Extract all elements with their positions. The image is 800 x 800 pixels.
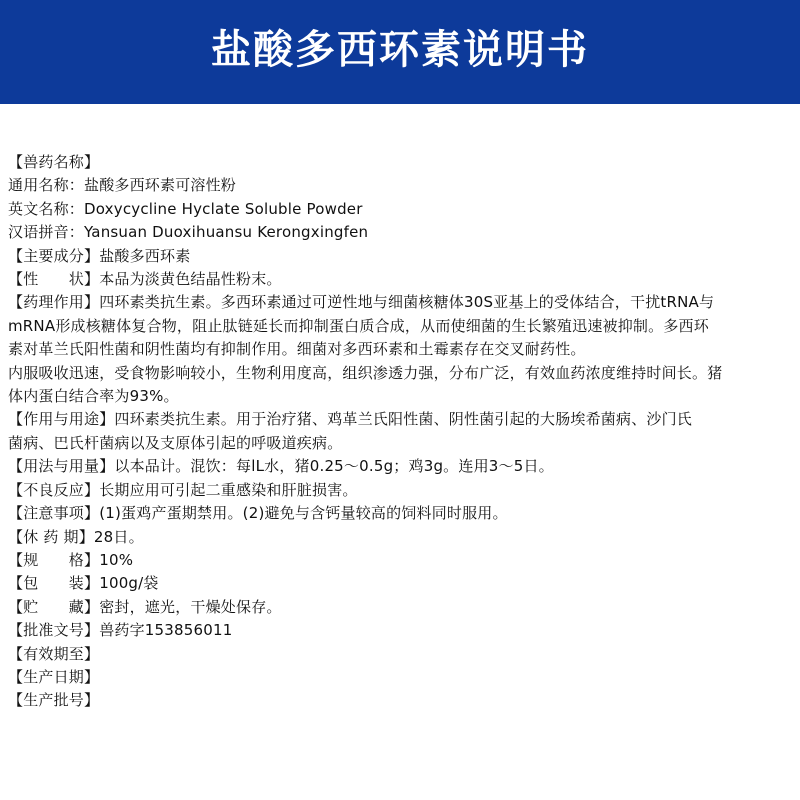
adverse-reactions-line: 【不良反应】长期应用可引起二重感染和肝脏损害。 <box>8 480 358 499</box>
packaging-line: 【包 装】100g/袋 <box>8 574 159 593</box>
specification-line: 【规 格】10% <box>8 550 134 569</box>
main-ingredient-line: 【主要成分】盐酸多西环素 <box>8 246 191 265</box>
section-vet-drug-name-heading: 【兽药名称】 <box>8 153 100 171</box>
instruction-body <box>8 151 794 713</box>
indications-line-1: 【作用与用途】四环素类抗生素。用于治疗猪、鸡革兰氏阳性菌、阴性菌引起的大肠埃希菌病、沙门氏 <box>8 410 693 429</box>
approval-number-line: 【批准文号】兽药字153856011 <box>8 621 233 640</box>
pharmacokinetics-line-1: 内服吸收迅速，受食物影响较小，生物利用度高，组织渗透力强，分布广泛，有效血药浓度维持时间长。猪 <box>8 363 723 382</box>
appearance-line: 【性 状】本品为淡黄色结晶性粉末。 <box>8 270 282 289</box>
storage-line: 【贮 藏】密封，遮光，干燥处保存。 <box>8 597 282 616</box>
batch-number-line: 【生产批号】 <box>8 691 100 710</box>
pharmacology-line-2: mRNA形成核糖体复合物，阻止肽链延长而抑制蛋白质合成，从而使细菌的生长繁殖迅速被抑制。多西环 <box>8 316 709 335</box>
pharmacology-line-3: 素对革兰氏阳性菌和阴性菌均有抑制作用。细菌对多西环素和土霉素存在交叉耐药性。 <box>8 340 586 359</box>
dosage-line: 【用法与用量】以本品计。混饮：每lL水，猪0.25～0.5g；鸡3g。连用3～5日。 <box>8 457 554 476</box>
english-name-line: 英文名称：Doxycycline Hyclate Soluble Powder <box>8 199 363 218</box>
page-title: 盐酸多西环素说明书 <box>211 27 589 73</box>
title-banner <box>0 0 800 104</box>
generic-name-line: 通用名称：盐酸多西环素可溶性粉 <box>8 176 237 195</box>
withdrawal-period-line: 【休 药 期】28日。 <box>8 527 144 546</box>
expiry-date-line: 【有效期至】 <box>8 644 100 663</box>
pharmacokinetics-line-2: 体内蛋白结合率为93%。 <box>8 387 179 406</box>
pinyin-name-line: 汉语拼音：Yansuan Duoxihuansu Kerongxingfen <box>8 223 369 242</box>
production-date-line: 【生产日期】 <box>8 667 100 686</box>
indications-line-2: 菌病、巴氏杆菌病以及支原体引起的呼吸道疾病。 <box>8 433 343 452</box>
pharmacology-line-1: 【药理作用】四环素类抗生素。多西环素通过可逆性地与细菌核糖体30S亚基上的受体结合，干扰tRNA与 <box>8 293 715 312</box>
precautions-line: 【注意事项】(1)蛋鸡产蛋期禁用。(2)避免与含钙量较高的饲料同时服用。 <box>8 504 508 523</box>
